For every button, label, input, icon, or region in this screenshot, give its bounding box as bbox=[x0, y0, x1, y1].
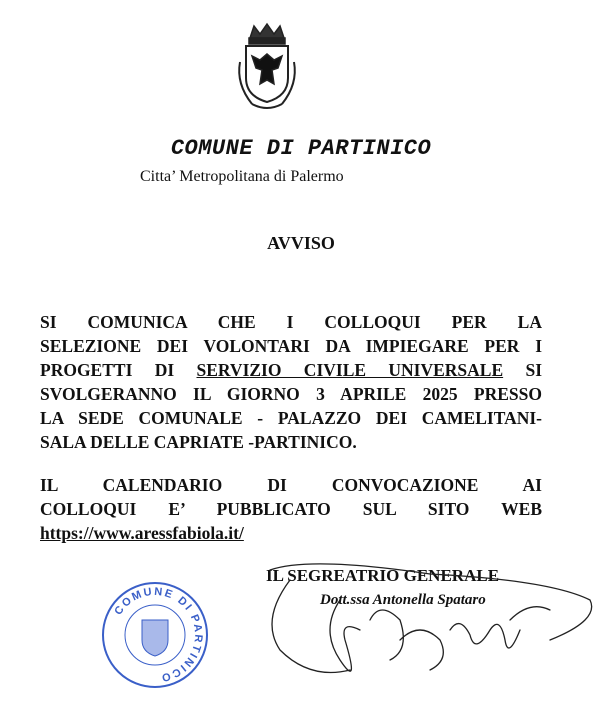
paragraph-text: PROGETTI DI bbox=[40, 360, 197, 380]
municipality-title: COMUNE DI PARTINICO bbox=[170, 136, 432, 161]
svg-text:COMUNE DI PARTINICO: COMUNE DI PARTINICO bbox=[112, 585, 205, 684]
paragraph-line: COLLOQUI E’ PUBBLICATO SUL SITO WEB bbox=[40, 499, 542, 519]
paragraph-text: SI bbox=[503, 360, 542, 380]
paragraph-line: LA SEDE COMUNALE - PALAZZO DEI CAMELITANI- bbox=[40, 408, 542, 428]
municipal-crest-icon bbox=[232, 22, 302, 114]
municipal-stamp-icon bbox=[100, 580, 210, 690]
servizio-civile-link-text: SERVIZIO CIVILE UNIVERSALE bbox=[196, 360, 504, 380]
paragraph-line: SVOLGERANNO IL GIORNO 3 APRILE 2025 PRESSO bbox=[40, 384, 542, 404]
notice-paragraph-calendar bbox=[40, 473, 542, 545]
paragraph-line: SI COMUNICA CHE I COLLOQUI PER LA bbox=[40, 312, 542, 332]
notice-heading: AVVISO bbox=[267, 233, 335, 253]
website-url-link[interactable]: https://www.aressfabiola.it/ bbox=[40, 523, 244, 543]
paragraph-line: SALA DELLE CAPRIATE -PARTINICO. bbox=[40, 432, 357, 452]
paragraph-line: SELEZIONE DEI VOLONTARI DA IMPIEGARE PER I bbox=[40, 336, 542, 356]
signatory-title: IL SEGREATRIO GENERALE bbox=[266, 566, 500, 585]
paragraph-line: IL CALENDARIO DI CONVOCAZIONE AI bbox=[40, 475, 542, 495]
handwritten-signature-icon bbox=[250, 560, 602, 700]
paragraph-line bbox=[40, 358, 542, 382]
metropolitan-city-subtitle: Citta’ Metropolitana di Palermo bbox=[140, 168, 344, 185]
signatory-name: Dott.ssa Antonella Spataro bbox=[320, 592, 486, 608]
notice-paragraph-interviews bbox=[40, 310, 542, 454]
